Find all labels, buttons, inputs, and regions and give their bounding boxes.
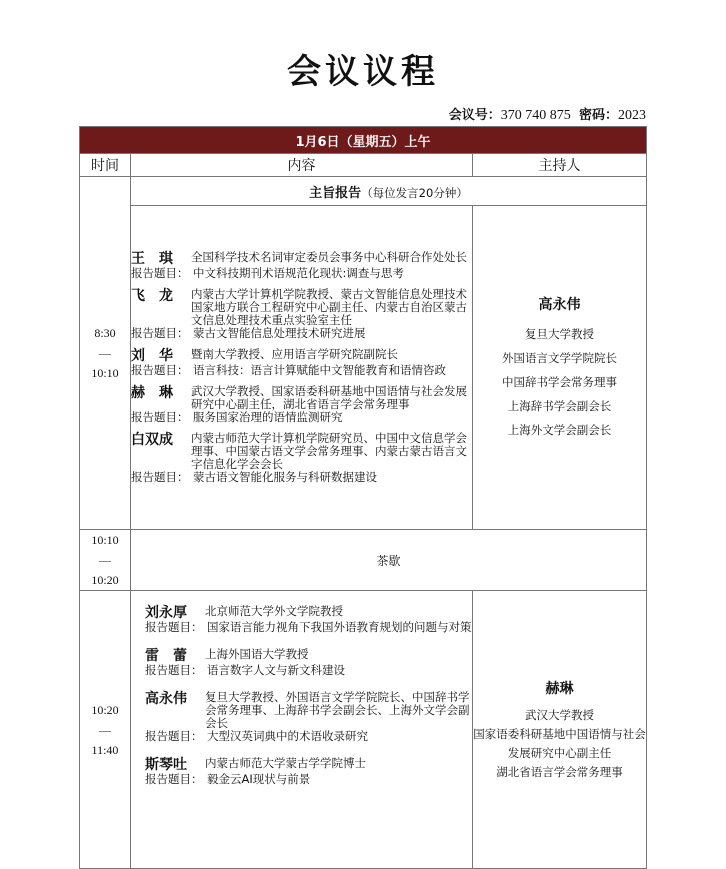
host-role: 复旦大学教授	[525, 326, 594, 341]
speaker-name: 高永伟	[145, 691, 187, 707]
speaker	[145, 648, 472, 677]
host-role: 武汉大学教授	[525, 707, 594, 722]
session1-time-start: 8:30	[94, 326, 116, 340]
topic-label: 报告题目：	[131, 326, 189, 340]
speaker	[131, 348, 472, 377]
break-time	[80, 530, 131, 591]
host-role: 国家语委科研基地中国语情与社会发展研究中心副主任	[473, 726, 646, 760]
meeting-id: 370 740 875	[500, 108, 571, 123]
tea-break: 茶歇	[131, 530, 647, 591]
topic-label: 报告题目：	[145, 663, 203, 677]
speaker	[131, 385, 472, 424]
session1-body-row	[80, 206, 647, 530]
col-header-content: 内容	[131, 154, 473, 177]
session1-time-dash: —	[99, 346, 111, 360]
session2-row	[80, 591, 647, 869]
column-header-row	[80, 154, 647, 177]
speaker-topic: 服务国家治理的语情监测研究	[193, 410, 343, 424]
speaker-desc: 全国科学技术名词审定委员会事务中心科研合作处处长	[191, 250, 467, 264]
speaker-topic: 语言数字人文与新文科建设	[207, 663, 345, 677]
speaker	[131, 432, 472, 484]
session1-host	[473, 206, 647, 530]
speaker-topic: 国家语言能力视角下我国外语教育规划的问题与对策	[207, 620, 472, 634]
keynote-title: 主旨报告	[309, 185, 362, 201]
speaker-name: 刘 华	[131, 348, 173, 364]
topic-label: 报告题目：	[145, 729, 203, 743]
break-time-dash: —	[99, 553, 111, 567]
topic-label: 报告题目：	[145, 620, 203, 634]
session1-title	[131, 177, 647, 206]
speaker-topic: 大型汉英词典中的术语收录研究	[207, 729, 368, 743]
speaker	[131, 251, 472, 280]
speaker-name: 王 琪	[131, 251, 173, 267]
session2-time	[80, 591, 131, 869]
session2-time-end: 11:40	[91, 742, 119, 757]
break-row	[80, 530, 647, 591]
session1-title-row	[80, 177, 647, 206]
date-header-row	[80, 127, 647, 154]
password-label: 密码：	[578, 108, 618, 123]
speaker-name: 斯琴吐	[145, 757, 187, 773]
speaker-name: 雷 蕾	[145, 648, 187, 664]
speaker	[145, 691, 472, 743]
topic-label: 报告题目：	[131, 470, 189, 484]
session2-time-dash: —	[99, 722, 111, 737]
speaker-topic: 语言科技：语言计算赋能中文智能教育和语情咨政	[193, 363, 446, 377]
speaker-topic: 毅金云AI现状与前景	[207, 772, 311, 786]
meeting-info	[449, 104, 646, 124]
speaker-topic: 蒙古文智能信息处理技术研究进展	[193, 326, 366, 340]
speaker-name: 刘永厚	[145, 605, 187, 621]
speaker	[145, 757, 472, 786]
topic-label: 报告题目：	[145, 772, 203, 786]
session1-time-end: 10:10	[91, 366, 119, 380]
speaker-topic: 中文科技期刊术语规范化现状:调查与思考	[193, 266, 404, 280]
speaker-name: 白双成	[131, 432, 173, 448]
page-title: 会议议程	[287, 52, 439, 92]
session2-time-start: 10:20	[91, 702, 119, 717]
host-name: 高永伟	[538, 296, 581, 313]
col-header-time: 时间	[80, 154, 131, 177]
host-role: 外国语言文学学院院长	[502, 350, 617, 365]
speaker-desc: 北京师范大学外文学院教授	[205, 604, 343, 618]
speaker	[131, 288, 472, 340]
speaker-topic: 蒙古语文智能化服务与科研数据建设	[193, 470, 377, 484]
col-header-host: 主持人	[473, 154, 647, 177]
break-time-start: 10:10	[91, 533, 119, 547]
keynote-note: （每位发言20分钟）	[361, 185, 468, 200]
meeting-password: 2023	[618, 108, 646, 123]
agenda-table	[79, 126, 647, 869]
session2-host	[473, 591, 647, 869]
host-name: 赫琳	[545, 680, 574, 697]
break-time-end: 10:20	[91, 573, 119, 587]
session1-time	[80, 177, 131, 530]
speaker-desc: 复旦大学教授、外国语言文学学院院长、中国辞书学会常务理事、上海辞书学会副会长、上海外文学会副会长	[205, 690, 470, 730]
speaker-desc: 内蒙古大学计算机学院教授、蒙古文智能信息处理技术国家地方联合工程研究中心副主任、内蒙古自治区蒙古文信息处理技术重点实验室主任	[191, 287, 467, 327]
meeting-id-label: 会议号：	[448, 108, 501, 123]
host-role: 中国辞书学会常务理事	[502, 374, 617, 389]
host-role: 湖北省语言学会常务理事	[496, 764, 623, 779]
speaker-name: 飞 龙	[131, 288, 173, 304]
date-header: 1月6日（星期五）上午	[80, 127, 647, 154]
speaker-name: 赫 琳	[131, 385, 173, 401]
speaker-desc: 暨南大学教授、应用语言学研究院副院长	[191, 347, 398, 361]
speaker-desc: 内蒙古师范大学计算机学院研究员、中国中文信息学会理事、中国蒙古语文学会常务理事、内蒙古蒙古语言文字信息化学会会长	[191, 431, 467, 471]
topic-label: 报告题目：	[131, 266, 189, 280]
host-role: 上海外文学会副会长	[507, 422, 612, 437]
speaker-desc: 内蒙古师范大学蒙古学学院博士	[205, 756, 366, 770]
speaker	[145, 605, 472, 634]
session1-speakers	[131, 206, 473, 530]
speaker-desc: 上海外国语大学教授	[205, 647, 309, 661]
topic-label: 报告题目：	[131, 363, 189, 377]
speaker-desc: 武汉大学教授、国家语委科研基地中国语情与社会发展研究中心副主任，湖北省语言学会常务理事	[191, 384, 467, 411]
host-role: 上海辞书学会副会长	[507, 398, 612, 413]
topic-label: 报告题目：	[131, 410, 189, 424]
session2-speakers	[131, 591, 473, 869]
